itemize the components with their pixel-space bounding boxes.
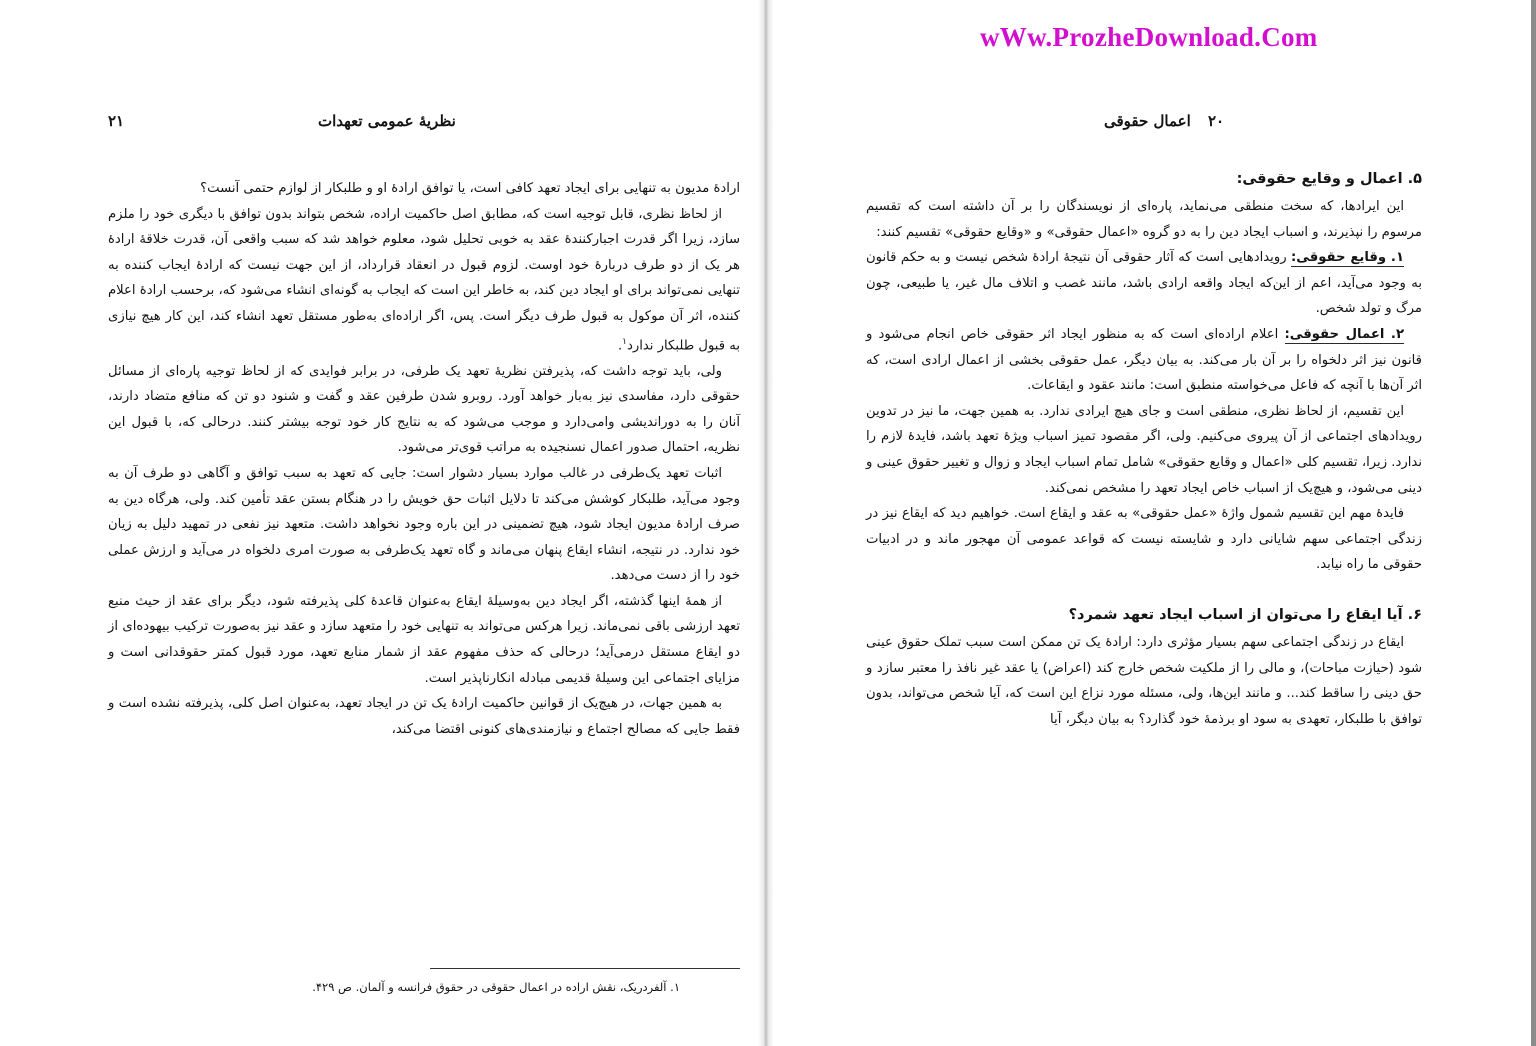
section-6-text: ایقاع در زندگی اجتماعی سهم بسیار مؤثری دارد: ارادهٔ یک تن ممکن است سبب تملک حقوق عینی شود (حیازت مباحات)، و مالی را از ملکیت شخص خارج کند (اعراض) یا عقد غیر نافذ را معتبر سازد و حق دینی را ساقط کند... و مانند این‌ها، ولی، مسئله مورد نزاع این است که، آیا شخص می‌تواند، بدون توافق با طلبکار، تعهدی به سود او برذمهٔ خود گذارد؟ به بیان دیگر، آیا [866,634,1422,727]
item-legal-acts-term: ۲. اعمال حقوقی: [1284,326,1404,342]
left-page [0,0,758,1046]
watermark: wWw.ProzheDownload.Com [980,22,1318,52]
section-6-heading: ۶. آیا ایقاع را می‌توان از اسباب ایجاد تعهد شمرد؟ [1068,606,1422,623]
left-running-title: نظریهٔ عمومی تعهدات [318,112,456,130]
item-legal-facts-term: ۱. وقایع حقوقی: [1291,250,1405,266]
left-paragraph-4: اثبات تعهد یک‌طرفی در غالب موارد بسیار دشوار است: جایی که تعهد به سبب توافق و آگاهی دو طرف آن به وجود می‌آید، طلبکار کوشش می‌کند تا دلایل اثبات حق خویش را در هنگام بستن عقد تأمین کند. ولی، هرگاه دین به صرف ارادهٔ مدیون ایجاد شود، هیچ تضمینی در این باره وجود نخواهد داشت. متعهد نیز نفعی در تمهید دلیل به زیان خود ندارد. در نتیجه، انشاء ایقاع پنهان می‌ماند و گاه تعهد یک‌طرفی به صورت امری دلخواه در می‌آید و ارزش عملی خود را از دست می‌دهد. [108,465,740,584]
section-5-intro: این ایرادها، که سخت منطقی می‌نماید، پاره‌ای از نویسندگان را بر آن داشته است که تقسیم مرسوم را نپذیرند، و اسباب ایجاد دین را به دو گروه «اعمال حقوقی» و «وقایع حقوقی» تقسیم کنند: [866,199,1422,240]
footnote: ۱. آلفردریک، نقش اراده در اعمال حقوقی در حقوق فرانسه و آلمان. ص ۴۲۹. [312,980,680,994]
right-page-number: ۲۰ [1208,112,1225,130]
footnote-rule [430,968,740,969]
left-body [108,176,740,742]
left-paragraph-6: به همین جهات، در هیچ‌یک از قوانین حاکمیت ارادهٔ یک تن در ایجاد تعهد، به‌عنوان اصل کلی، پذیرفته نشده است و فقط جایی که مصالح اجتماع و نیازمندی‌های کنونی اقتضا می‌کند، [108,696,740,737]
right-page [774,0,1531,1046]
item-legal-facts [866,245,1422,322]
left-paragraph-1: ارادهٔ مدیون به تنهایی برای ایجاد تعهد کافی است، یا توافق ارادهٔ او و طلبکار از لوازم حتمی آنست؟ [200,181,740,196]
left-paragraph-2-text: از لحاظ نظری، قابل توجیه است که، مطابق اصل حاکمیت اراده، شخص بتواند بدون توافق با دیگری خود را ملزم سازد، زیرا اگر قدرت اجبارکنندهٔ عقد به خوبی تحلیل شود، معلوم خواهد شد که سبب واقعی آن، قدرت خلاقهٔ ارادهٔ هر یک از دو طرف دربارهٔ خود اوست. لزوم قبول در انعقاد قرارداد، از این جهت نیست که ارادهٔ ایجاب کننده به تنهایی نمی‌تواند برای او ایجاد دین کند، به خاطر این است که ایجاب به گونه‌ای انشاء می‌شود که، برحسب ارادهٔ اعلام کننده، اثر آن موکول به قبول طرف دیگر است. پس، اگر اراده‌ای به‌طور مستقل تعهد انشاء کند، این کار هیچ نیازی به قبول طلبکار ندارد [108,206,740,353]
section-5-heading: ۵. اعمال و وقایع حقوقی: [1236,171,1422,187]
item-legal-acts-text: اعلام اراده‌ای است که به منظور ایجاد اثر حقوقی خاص انجام می‌شود و قانون نیز اثر دلخواه را بر آن بار می‌کند. به بیان دیگر، عمل حقوقی بخشی از اعمال ارادی است، که اثر آن‌ها با آنچه که فاعل می‌خواسته منطبق است: مانند عقود و ایقاعات. [866,326,1422,394]
footnote-ref: ۱ [622,336,627,347]
page-edge [1531,0,1536,1046]
classification-paragraph: این تقسیم، از لحاظ نظری، منطقی است و جای هیچ ایرادی ندارد. به همین جهت، ما نیز در تدوین رویدادهای اجتماعی از آن پیروی می‌کنیم. ولی، اگر مقصود تمیز اسباب ویژهٔ تعهد باشد، فایدهٔ لازم را ندارد. زیرا، تقسیم کلی «اعمال و وقایع حقوقی» شامل تمام اسباب ایجاد و زوال و تغییر حقوق عینی و دینی می‌شود، و هیچ‌یک از اسباب خاص ایجاد تعهد را مشخص نمی‌کند. [866,403,1422,496]
item-legal-acts [866,322,1422,399]
left-paragraph-5: از همهٔ اینها گذشته، اگر ایجاد دین به‌وسیلهٔ ایقاع به‌عنوان قاعدهٔ کلی پذیرفته شود، دیگر برای عقد از حیث منبع تعهد ارزشی باقی نمی‌ماند. زیرا هرکس می‌تواند به تنهایی خود را متعهد سازد و عقد نیز به‌صورت ترکیب بیهوده‌ای از دو ایقاع مستقل درمی‌آید؛ درحالی که حذف مفهوم عقد از شمار منابع تعهد، مورد قبول کمتر حقوقدانی است و مزایای اجتماعی این وسیلهٔ قدیمی مبادله انکارناپذیر است. [108,593,740,686]
left-paragraph-3: ولی، باید توجه داشت که، پذیرفتن نظریهٔ تعهد یک طرفی، در برابر فوایدی که از لحاظ توجیه پاره‌ای از مسائل حقوقی دارد، مفاسدی نیز به‌بار خواهد آورد. روبرو شدن طرفین عقد و گفت و شنود دو تن که منافع متضاد دارند، آنان را به دوراندیشی وامی‌دارد و موجب می‌شود که به نتایج کار خود توجه بیشتر کنند. درحالی که، با قبول این نظریه، احتمال صدور اعمال نسنجیده به مراتب قوی‌تر می‌شود. [108,363,740,456]
left-paragraph-2: از لحاظ نظری، قابل توجیه است که، مطابق اصل حاکمیت اراده، شخص بتواند بدون توافق با دیگری خود را ملزم سازد، زیرا اگر قدرت اجبارکنندهٔ عقد به خوبی تحلیل شود، معلوم خواهد شد که سبب واقعی آن، قدرت خلاقهٔ ارادهٔ هر یک از دو طرف دربارهٔ خود اوست. لزوم قبول در انعقاد قرارداد، از این جهت نیست که ارادهٔ ایجاب کننده به تنهایی نمی‌تواند برای او ایجاد دین کند، به خاطر این است که ایجاب به گونه‌ای انشاء می‌شود که، برحسب ارادهٔ اعلام کننده، اثر آن موکول به قبول طرف دیگر است. پس، اگر اراده‌ای به‌طور مستقل تعهد انشاء کند، این کار هیچ نیازی به قبول طلبکار ندارد$^۱$. [108,206,740,353]
left-page-number: ۲۱ [108,112,125,130]
book-gutter [758,0,774,1046]
right-running-title: اعمال حقوقی [1104,112,1191,130]
right-body [866,164,1422,732]
benefit-paragraph: فایدهٔ مهم این تقسیم شمول واژهٔ «عمل حقوقی» به عقد و ایقاع است. خواهیم دید که ایقاع نیز در زندگی اجتماعی سهم شایانی دارد و شایسته نیست که قواعد عمومی آن مهجور ماند و در ادبیات حقوقی ما راه نیابد. [866,506,1422,573]
item-legal-facts-text: رویدادهایی است که آثار حقوقی آن نتیجهٔ ارادهٔ شخص نیست و به حکم قانون به وجود می‌آید، اعم از این‌که ایجاد واقعه ارادی باشد، مانند غصب و اتلاف مال غیر، یا طبیعی، چون مرگ و تولد شخص. [866,250,1422,317]
